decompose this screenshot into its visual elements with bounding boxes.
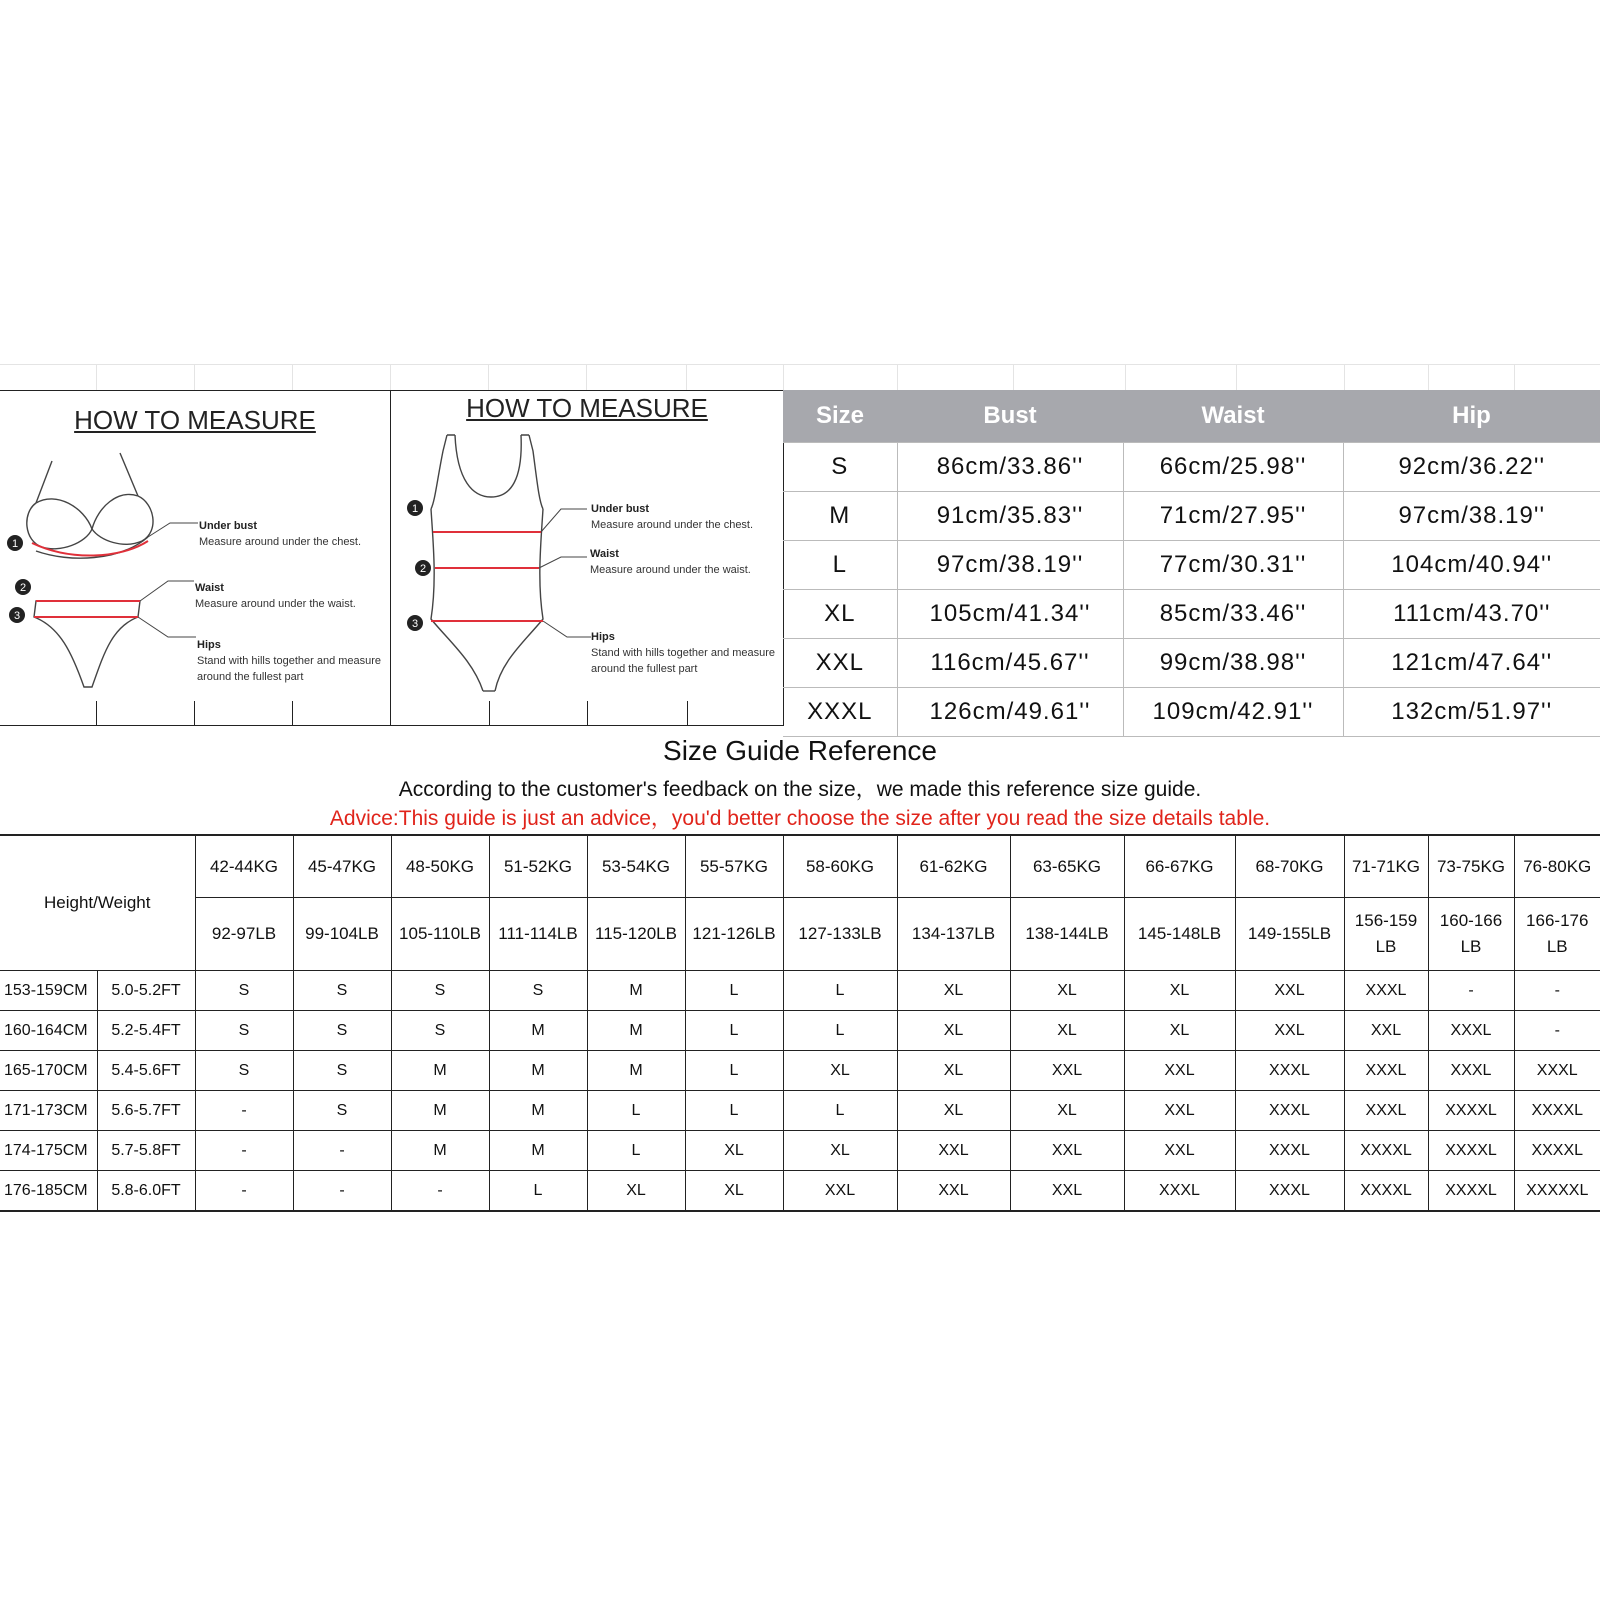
recommended-size-cell: XL (1010, 971, 1124, 1011)
recommended-size-cell: L (783, 1091, 897, 1131)
recommended-size-cell: - (391, 1171, 489, 1212)
size-row (783, 639, 1600, 688)
size-cell: XXL (783, 639, 897, 688)
recommended-size-cell: L (587, 1091, 685, 1131)
header-waist: Waist (1123, 390, 1343, 443)
height-row (0, 1171, 1600, 1212)
recommended-size-cell: S (391, 1011, 489, 1051)
recommended-size-cell: XXXXXL (1514, 1171, 1600, 1212)
underbust-annotation: Under bust Measure around under the chest. (199, 520, 362, 548)
recommended-size-cell: S (293, 1091, 391, 1131)
panel-title: HOW TO MEASURE (466, 393, 708, 423)
recommended-size-cell: XL (783, 1051, 897, 1091)
height-ft-cell: 5.6-5.7FT (97, 1091, 195, 1131)
recommended-size-cell: S (293, 971, 391, 1011)
waist-annotation: Waist Measure around under the waist. (195, 582, 356, 610)
hip-cell: 111cm/43.70'' (1343, 590, 1600, 639)
waist-cell: 109cm/42.91'' (1123, 688, 1343, 737)
waist-cell: 77cm/30.31'' (1123, 541, 1343, 590)
weight-kg-header: 48-50KG (391, 835, 489, 898)
svg-text:3: 3 (411, 618, 419, 630)
recommended-size-cell: XXXL (1235, 1131, 1344, 1171)
weight-lb-header: 127-133LB (783, 898, 897, 971)
size-cell: XL (783, 590, 897, 639)
size-row (783, 688, 1600, 737)
hip-cell: 97cm/38.19'' (1343, 492, 1600, 541)
step-2-badge (15, 579, 31, 595)
recommended-size-cell: - (195, 1131, 293, 1171)
recommended-size-cell: XXL (1235, 1011, 1344, 1051)
recommended-size-cell: XXL (783, 1171, 897, 1212)
weight-lb-header: 115-120LB (587, 898, 685, 971)
weight-lb-header: 149-155LB (1235, 898, 1344, 971)
recommended-size-cell: - (1428, 971, 1514, 1011)
weight-kg-header: 58-60KG (783, 835, 897, 898)
weight-kg-header: 73-75KG (1428, 835, 1514, 898)
how-to-measure-onepiece-panel (390, 390, 784, 726)
recommended-size-cell: M (391, 1091, 489, 1131)
recommended-size-cell: XL (1124, 1011, 1235, 1051)
weight-kg-header: 71-71KG (1344, 835, 1428, 898)
recommended-size-cell: L (685, 1011, 783, 1051)
recommended-size-cell: S (391, 971, 489, 1011)
recommended-size-cell: S (293, 1011, 391, 1051)
recommended-size-cell: M (391, 1051, 489, 1091)
recommended-size-cell: XL (897, 1091, 1010, 1131)
weight-lb-header: 99-104LB (293, 898, 391, 971)
recommended-size-cell: XXXXL (1344, 1171, 1428, 1212)
hip-cell: 132cm/51.97'' (1343, 688, 1600, 737)
weight-lb-header: 160-166LB (1428, 898, 1514, 971)
waist-cell: 85cm/33.46'' (1123, 590, 1343, 639)
header-hip: Hip (1343, 390, 1600, 443)
recommended-size-cell: XXXXL (1514, 1091, 1600, 1131)
bust-cell: 86cm/33.86'' (897, 443, 1123, 492)
height-row (0, 1091, 1600, 1131)
swimsuit-drawing (431, 435, 543, 691)
recommended-size-cell: XXXXL (1344, 1131, 1428, 1171)
height-row (0, 1011, 1600, 1051)
weight-kg-header: 53-54KG (587, 835, 685, 898)
background-gridlines (0, 364, 1600, 391)
recommended-size-cell: - (1514, 1011, 1600, 1051)
weight-lb-header: 156-159LB (1344, 898, 1428, 971)
recommended-size-cell: XL (897, 971, 1010, 1011)
height-weight-label: Height/Weight (0, 835, 195, 971)
recommended-size-cell: XL (1010, 1011, 1124, 1051)
recommended-size-cell: L (685, 1051, 783, 1091)
size-row (783, 590, 1600, 639)
waist-cell: 99cm/38.98'' (1123, 639, 1343, 688)
recommended-size-cell: XL (1124, 971, 1235, 1011)
hips-annotation: Hips Stand with hills together and measure around the fullest part (591, 631, 776, 675)
step-3-badge (407, 615, 423, 631)
weight-lb-header: 111-114LB (489, 898, 587, 971)
hip-cell: 92cm/36.22'' (1343, 443, 1600, 492)
size-row (783, 492, 1600, 541)
recommended-size-cell: XXL (1235, 971, 1344, 1011)
height-ft-cell: 5.2-5.4FT (97, 1011, 195, 1051)
recommended-size-cell: M (489, 1091, 587, 1131)
recommended-size-cell: L (685, 971, 783, 1011)
recommended-size-cell: XXL (1010, 1131, 1124, 1171)
size-cell: M (783, 492, 897, 541)
height-row (0, 1131, 1600, 1171)
recommended-size-cell: XXXL (1235, 1091, 1344, 1131)
recommended-size-cell: XXXL (1235, 1171, 1344, 1212)
how-to-measure-bikini-panel (0, 390, 391, 726)
recommended-size-cell: S (489, 971, 587, 1011)
panel-title: HOW TO MEASURE (74, 405, 316, 435)
height-cm-cell: 171-173CM (0, 1091, 97, 1131)
recommended-size-cell: XL (897, 1051, 1010, 1091)
recommended-size-cell: M (587, 971, 685, 1011)
step-2-badge (415, 560, 431, 576)
recommended-size-cell: - (195, 1171, 293, 1212)
recommended-size-cell: M (489, 1051, 587, 1091)
recommended-size-cell: XXL (897, 1131, 1010, 1171)
height-cm-cell: 153-159CM (0, 971, 97, 1011)
recommended-size-cell: M (489, 1131, 587, 1171)
recommended-size-cell: XL (783, 1131, 897, 1171)
recommended-size-cell: L (685, 1091, 783, 1131)
bust-cell: 126cm/49.61'' (897, 688, 1123, 737)
recommended-size-cell: XXXL (1344, 1091, 1428, 1131)
height-cm-cell: 165-170CM (0, 1051, 97, 1091)
recommended-size-cell: S (195, 1011, 293, 1051)
step-1-badge (7, 535, 23, 551)
height-cm-cell: 174-175CM (0, 1131, 97, 1171)
weight-kg-header: 51-52KG (489, 835, 587, 898)
weight-kg-header: 76-80KG (1514, 835, 1600, 898)
recommended-size-cell: XXXXL (1428, 1131, 1514, 1171)
recommended-size-cell: M (391, 1131, 489, 1171)
size-table-header (783, 390, 1600, 443)
recommended-size-cell: XXL (1010, 1051, 1124, 1091)
size-row (783, 443, 1600, 492)
recommended-size-cell: XXXL (1428, 1051, 1514, 1091)
reference-title: Size Guide Reference (663, 735, 937, 766)
recommended-size-cell: XXXXL (1514, 1131, 1600, 1171)
recommended-size-cell: XL (897, 1011, 1010, 1051)
size-cell: S (783, 443, 897, 492)
hip-cell: 121cm/47.64'' (1343, 639, 1600, 688)
height-ft-cell: 5.0-5.2FT (97, 971, 195, 1011)
svg-text:2: 2 (19, 582, 27, 594)
recommended-size-cell: S (195, 1051, 293, 1091)
height-weight-reference-table (0, 834, 1600, 1212)
weight-kg-header: 68-70KG (1235, 835, 1344, 898)
waist-cell: 71cm/27.95'' (1123, 492, 1343, 541)
bust-cell: 97cm/38.19'' (897, 541, 1123, 590)
recommended-size-cell: L (587, 1131, 685, 1171)
weight-kg-row (0, 835, 1600, 898)
recommended-size-cell: XXL (1124, 1051, 1235, 1091)
recommended-size-cell: L (783, 971, 897, 1011)
size-cell: XXXL (783, 688, 897, 737)
header-size: Size (783, 390, 897, 443)
recommended-size-cell: XXXXL (1428, 1171, 1514, 1212)
recommended-size-cell: XXL (897, 1171, 1010, 1212)
height-row (0, 1051, 1600, 1091)
recommended-size-cell: XXXL (1514, 1051, 1600, 1091)
recommended-size-cell: L (489, 1171, 587, 1212)
weight-lb-header: 138-144LB (1010, 898, 1124, 971)
recommended-size-cell: XXXL (1344, 1051, 1428, 1091)
bust-cell: 116cm/45.67'' (897, 639, 1123, 688)
weight-kg-header: 45-47KG (293, 835, 391, 898)
recommended-size-cell: XXL (1124, 1091, 1235, 1131)
weight-kg-header: 63-65KG (1010, 835, 1124, 898)
recommended-size-cell: XXXL (1344, 971, 1428, 1011)
reference-advice: Advice:This guide is just an advice，you'd better choose the size after you read the size details table. (329, 807, 1271, 830)
recommended-size-cell: M (489, 1011, 587, 1051)
recommended-size-cell: L (783, 1011, 897, 1051)
recommended-size-cell: XXL (1010, 1171, 1124, 1212)
weight-lb-row (0, 898, 1600, 971)
recommended-size-cell: XL (685, 1131, 783, 1171)
recommended-size-cell: - (1514, 971, 1600, 1011)
weight-kg-header: 55-57KG (685, 835, 783, 898)
height-cm-cell: 176-185CM (0, 1171, 97, 1212)
reference-subtitle: According to the customer's feedback on the size，we made this reference size guide. (398, 778, 1202, 801)
height-ft-cell: 5.7-5.8FT (97, 1131, 195, 1171)
hips-annotation: Hips Stand with hills together and measure around the fullest part (197, 639, 382, 683)
recommended-size-cell: M (587, 1011, 685, 1051)
recommended-size-cell: XXXL (1428, 1011, 1514, 1051)
weight-lb-header: 134-137LB (897, 898, 1010, 971)
hip-cell: 104cm/40.94'' (1343, 541, 1600, 590)
size-row (783, 541, 1600, 590)
weight-lb-header: 92-97LB (195, 898, 293, 971)
weight-lb-header: 121-126LB (685, 898, 783, 971)
recommended-size-cell: S (293, 1051, 391, 1091)
height-row (0, 971, 1600, 1011)
height-ft-cell: 5.4-5.6FT (97, 1051, 195, 1091)
recommended-size-cell: XXL (1344, 1011, 1428, 1051)
weight-lb-header: 105-110LB (391, 898, 489, 971)
svg-text:2: 2 (419, 563, 427, 575)
recommended-size-cell: XL (1010, 1091, 1124, 1131)
waist-cell: 66cm/25.98'' (1123, 443, 1343, 492)
recommended-size-cell: S (195, 971, 293, 1011)
height-cm-cell: 160-164CM (0, 1011, 97, 1051)
weight-kg-header: 66-67KG (1124, 835, 1235, 898)
recommended-size-cell: XXXL (1124, 1171, 1235, 1212)
recommended-size-cell: - (293, 1131, 391, 1171)
header-bust: Bust (897, 390, 1123, 443)
svg-text:1: 1 (411, 503, 419, 515)
bikini-bottom-drawing (34, 601, 140, 687)
weight-kg-header: 61-62KG (897, 835, 1010, 898)
weight-lb-header: 145-148LB (1124, 898, 1235, 971)
recommended-size-cell: XXXXL (1428, 1091, 1514, 1131)
recommended-size-cell: - (293, 1171, 391, 1212)
recommended-size-cell: XL (685, 1171, 783, 1212)
weight-kg-header: 42-44KG (195, 835, 293, 898)
recommended-size-cell: XXXL (1235, 1051, 1344, 1091)
waist-annotation: Waist Measure around under the waist. (590, 548, 751, 576)
svg-text:3: 3 (13, 610, 21, 622)
bust-cell: 91cm/35.83'' (897, 492, 1123, 541)
recommended-size-cell: XXL (1124, 1131, 1235, 1171)
size-measurement-table (783, 390, 1600, 737)
step-3-badge (9, 607, 25, 623)
recommended-size-cell: M (587, 1051, 685, 1091)
step-1-badge (407, 500, 423, 516)
underbust-annotation: Under bust Measure around under the chest. (591, 503, 754, 531)
recommended-size-cell: - (195, 1091, 293, 1131)
recommended-size-cell: XL (587, 1171, 685, 1212)
size-cell: L (783, 541, 897, 590)
bra-drawing (27, 453, 153, 558)
height-ft-cell: 5.8-6.0FT (97, 1171, 195, 1212)
svg-text:1: 1 (11, 538, 19, 550)
bust-cell: 105cm/41.34'' (897, 590, 1123, 639)
weight-lb-header: 166-176LB (1514, 898, 1600, 971)
